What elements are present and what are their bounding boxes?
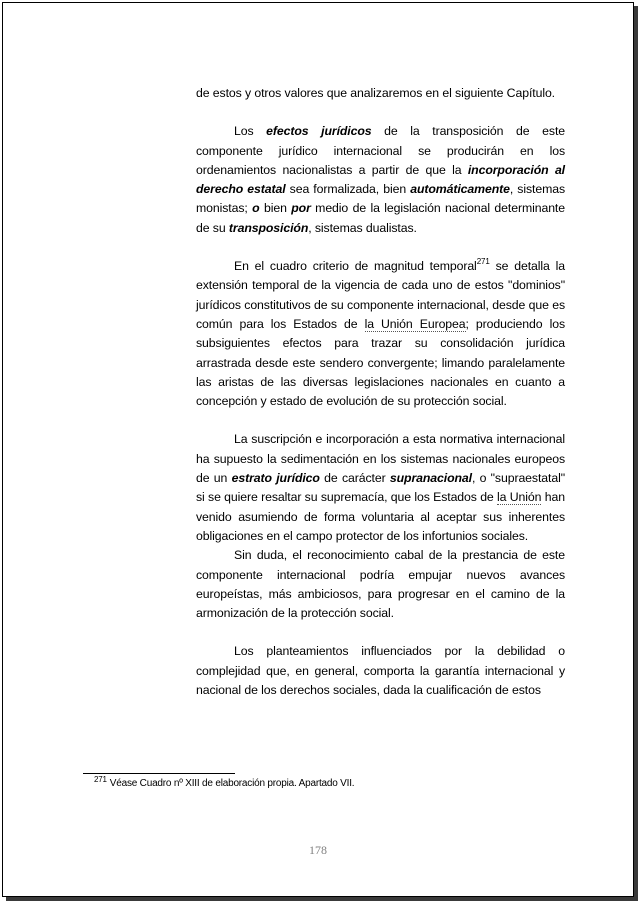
footnote-number: 271 xyxy=(94,775,107,784)
emphasis-text: supranacional xyxy=(389,471,472,486)
paragraph-continuation: de estos y otros valores que analizaremos en el siguiente Capítulo. xyxy=(196,86,556,100)
emphasis-text: o xyxy=(252,201,260,216)
paragraph-sin-duda: Sin duda, el reconocimiento cabal de la prestancia de este componente internacional podría empujar nuevos avances europeístas, más ambiciosos, para progresar en el camino de la armonización de la protección social. xyxy=(196,548,565,621)
paragraph-cuadro-criterio: En el cuadro criterio de magnitud temporal$^{271}$ se detalla la extensión temporal de la vigencia de cada uno de estos "dominios" jurídicos constitutivos de su componente internacional, desde que es común para los Estados de la Unión Europea; produciendo los subsiguientes efectos para trazar su consolidación jurídica arrastrada desde este sendero convergente; limando paralelamente las aristas de las diversas legislaciones nacionales en cuanto a concepción y estado de evolución de su protección social. xyxy=(196,257,565,409)
page-number: 178 xyxy=(309,843,327,857)
emphasis-text: automáticamente xyxy=(410,182,510,197)
footnote-reference[interactable]: 271 xyxy=(476,257,490,267)
footnote-text: Véase Cuadro nº XIII de elaboración propia. Apartado VII. xyxy=(109,778,355,789)
footnote-separator xyxy=(83,773,235,774)
emphasis-text: por xyxy=(291,201,311,216)
annotated-text: la Unión Europea xyxy=(364,316,466,331)
emphasis-text: incorporación al derecho estatal xyxy=(196,162,566,197)
emphasis-text: transposición xyxy=(228,220,309,235)
paragraph-suscripcion: La suscripción e incorporación a esta normativa internacional ha supuesto la sedimentación en los sistemas nacionales europeos de un estrato jurídico de carácter supranacional, o "supraestatal" si se quiere resaltar su supremacía, que los Estados de la Unión han venido asumiendo de forma voluntaria al aceptar sus inherentes obligaciones en el campo protector de los infortunios sociales. xyxy=(196,432,565,543)
emphasis-text: estrato jurídico xyxy=(231,471,320,486)
footnote xyxy=(94,775,564,789)
paragraph-efectos-juridicos: Los efectos jurídicos de la transposición de este componente jurídico internacional se producirán en los ordenamientos nacionalistas a partir de que la incorporación al derecho estatal sea formalizada, bien automáticamente, sistemas monistas; o bien por medio de la legislación nacional determinante de su transposición, sistemas dualistas. xyxy=(196,124,566,235)
paragraph-planteamientos: Los planteamientos influenciados por la debilidad o complejidad que, en general, comporta la garantía internacional y nacional de los derechos sociales, dada la cualificación de estos xyxy=(196,644,565,698)
emphasis-text: efectos jurídicos xyxy=(266,124,372,139)
body-text xyxy=(196,84,565,700)
annotated-text: la Unión xyxy=(497,490,542,505)
document-page xyxy=(2,2,634,897)
